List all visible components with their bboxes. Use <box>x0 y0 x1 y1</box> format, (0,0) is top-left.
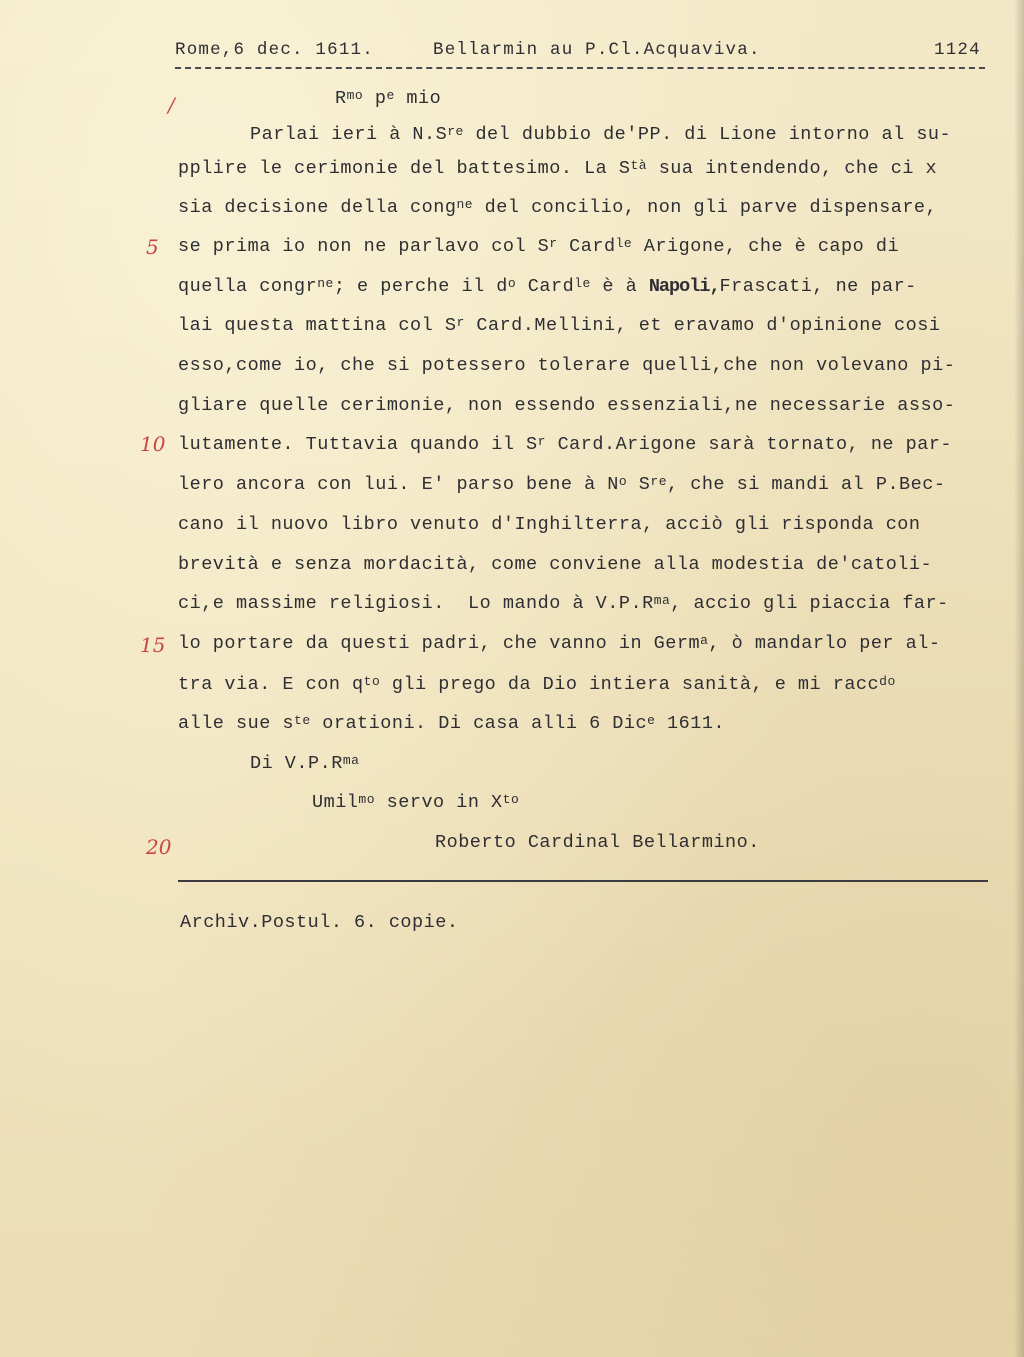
letter-line: sia decisione della cong$^{ne}$ del concilio, non gli parve dispensare, <box>178 197 938 218</box>
letter-line: esso,come io, che si potessero tolerare quelli,che non volevano pi- <box>178 355 956 376</box>
letter-line: lo portare da questi padri, che vanno in Germ$^a$, ò mandarlo per al- <box>178 633 941 654</box>
letter-line: lai questa mattina col $S^r$ Card.Mellini, et eravamo d'opinione cosi <box>178 315 941 336</box>
letter-line: lutamente. Tuttavia quando il $S^r$ Card.Arigone sarà tornato, ne par- <box>178 434 953 455</box>
letter-line: cano il nuovo libro venuto d'Inghilterra, acciò gli risponda con <box>178 514 921 535</box>
margin-line-number-10: 10 <box>140 432 166 456</box>
letter-line: brevità e senza mordacità, come conviene alla modestia de'catoli- <box>178 554 933 575</box>
margin-line-number-20: 20 <box>146 835 172 859</box>
margin-line-number-15: 15 <box>140 633 166 657</box>
signature-name: Roberto Cardinal Bellarmino. <box>435 832 760 853</box>
letter-line: se prima io non ne parlavo col $S^r$ Card$^{le}$ Arigone, che è capo di <box>178 236 900 257</box>
margin-line-number-5: 5 <box>146 235 159 259</box>
letter-line: ci,e massime religiosi. Lo mando à $V.P.R^{ma}$, accio gli piaccia far- <box>178 593 949 614</box>
salutation: $R^{mo}$ $p^e$ mio <box>335 88 442 109</box>
letter-line: lero ancora con lui. E' parso bene à $N^o$ $S^{re}$, che si mandi al P.Bec- <box>178 474 946 495</box>
letter-line: Parlai ieri à $N.S^{re}$ del dubbio de'PP. di Lione intorno al su- <box>250 124 952 145</box>
letter-line: quella congr$^{ne}$; e perche il $d^o$ Card$^{le}$ è à Napoli,Frascati, ne par- <box>178 276 917 297</box>
letter-line: gliare quelle cerimonie, non essendo essenziali,ne necessarie asso- <box>178 395 956 416</box>
footer-rule <box>178 880 988 882</box>
header-place-date: Rome,6 dec. 1611. <box>175 40 374 60</box>
letter-line: alle sue $s^{te}$ orationi. Di casa alli 6 Dic$^e$ 1611. <box>178 713 726 734</box>
letter-line: pplire le cerimonie del battesimo. La $S^{tà}$ sua intendendo, che ci x <box>178 158 938 179</box>
margin-line-number-1: / <box>168 93 175 117</box>
closing-address: Di $V.P.R^{ma}$ <box>250 753 360 774</box>
archive-source: Archiv.Postul. 6. copie. <box>180 912 459 933</box>
header-correspondents: Bellarmin au P.Cl.Acquaviva. <box>433 40 761 60</box>
closing-servant: Umil$^{mo}$ servo in $X^{to}$ <box>312 792 520 813</box>
letter-line: tra via. E con $q^{to}$ gli prego da Dio intiera sanità, e mi racc$^{do}$ <box>178 674 896 695</box>
page-number: 1124 <box>934 40 981 60</box>
header-rule <box>175 67 985 69</box>
page-edge-shadow <box>1014 0 1024 1357</box>
